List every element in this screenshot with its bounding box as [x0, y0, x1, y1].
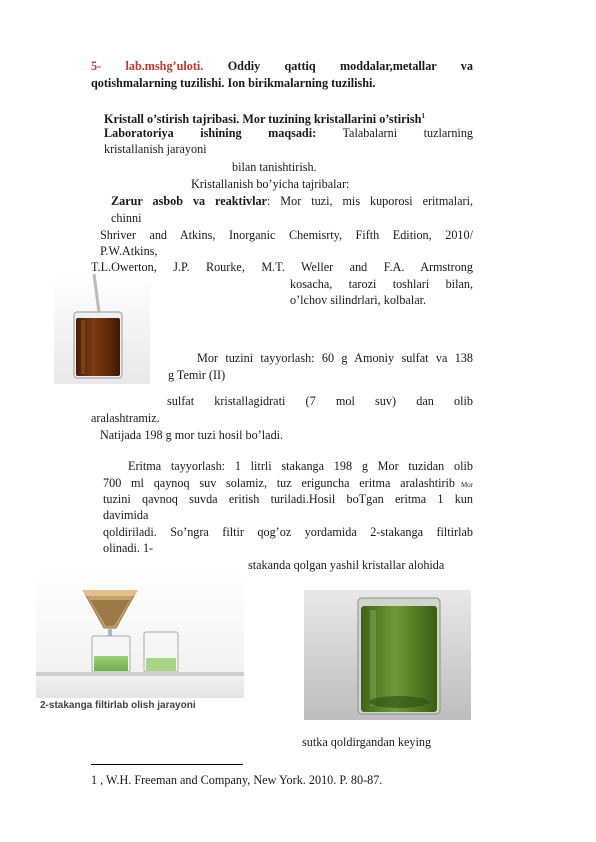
- section-title-text: Kristall o’stirish tajribasi. Mor tuzining kristallarini o’stirish: [104, 112, 422, 127]
- reference-line4: kosacha, tarozi toshlari bilan,: [290, 277, 473, 291]
- solution-line2-small: Mor: [460, 481, 473, 489]
- reference-line1: Shriver and Atkins, Inorganic Chemisrty, Fifth Edition, 2010/: [100, 228, 473, 242]
- lab-title-line2: qotishmalarning tuzilishi. Ion birikmalarning tuzilishi.: [91, 76, 376, 90]
- crystals-sediment: [369, 696, 429, 708]
- lab-heading-line1: [91, 58, 473, 74]
- solution-line6: olinadi. 1-: [103, 541, 154, 555]
- aim-line3: bilan tanishtirish.: [232, 160, 317, 174]
- solution-line7: stakanda qolgan yashil kristallar alohida: [248, 558, 445, 572]
- aim-line1: [104, 125, 473, 141]
- footnote-text: 1 , W.H. Freeman and Company, New York. 2010. P. 80-87.: [91, 773, 383, 787]
- lab-number: 5- lab.mshg’uloti.: [91, 59, 204, 73]
- reference-line3: T.L.Owerton, J.P. Rourke, M.T. Weller and F.A. Armstrong: [91, 260, 473, 274]
- prep-line1: Mor tuzini tayyorlash: 60 g Amoniy sulfat va 138: [197, 351, 473, 365]
- materials-label: Zarur asbob va reaktivlar: [111, 194, 267, 208]
- lab-title-line1: Oddiy qattiq moddalar,metallar va: [227, 59, 473, 73]
- aim-label: Laboratoriya ishining maqsadi:: [104, 126, 317, 140]
- photo-filtration: [36, 570, 244, 718]
- after-photo-text: sutka qoldirgandan keying: [302, 735, 432, 749]
- materials-text: : Mor tuzi, mis kuporosi eritmalari,: [266, 194, 473, 208]
- footnote-ref: 1: [421, 112, 425, 120]
- prep-line2: g Temir (II): [168, 368, 226, 382]
- photo-brown-solution: [54, 274, 150, 384]
- solution-line3: tuzini qavnoq suvda eritish turiladi.Hosil boTgan eritma 1 kun: [103, 492, 473, 506]
- solution-line4: davimida: [103, 508, 149, 522]
- prep-line3: sulfat kristallagidrati (7 mol suv) dan olib: [167, 394, 473, 408]
- solution-line1: Eritma tayyorlash: 1 litrli stakanga 198 g Mor tuzidan olib: [128, 459, 473, 473]
- reference-line5: o’lchov silindrlari, kolbalar.: [290, 293, 427, 307]
- experiments-heading: Kristallanish bo’yicha tajribalar:: [191, 177, 350, 191]
- reference-line2: P.W.Atkins,: [100, 244, 158, 258]
- prep-line5: Natijada 198 g mor tuzi hosil bo’ladi.: [100, 428, 284, 442]
- prep-line4: aralashtramiz.: [91, 411, 160, 425]
- footnote-divider: [91, 764, 243, 765]
- solution-line5: qoldiriladi. So’ngra filtir qog’oz yordamida 2-stakanga filtirlab: [103, 525, 473, 539]
- filtered-liquid: [94, 656, 128, 671]
- materials-line1: [111, 193, 473, 209]
- photo-caption: 2-stakanga filtirlab olish jarayoni: [40, 700, 196, 711]
- aim-line2: kristallanish jarayoni: [104, 142, 207, 156]
- solution-line2-text: 700 ml qaynoq suv solamiz, tuz eriguncha eritma aralashtirib: [103, 476, 455, 490]
- photo-green-crystals: [304, 590, 471, 720]
- materials-line2: chinni: [111, 211, 142, 225]
- aim-text: Talabalarni tuzlarning: [342, 126, 474, 140]
